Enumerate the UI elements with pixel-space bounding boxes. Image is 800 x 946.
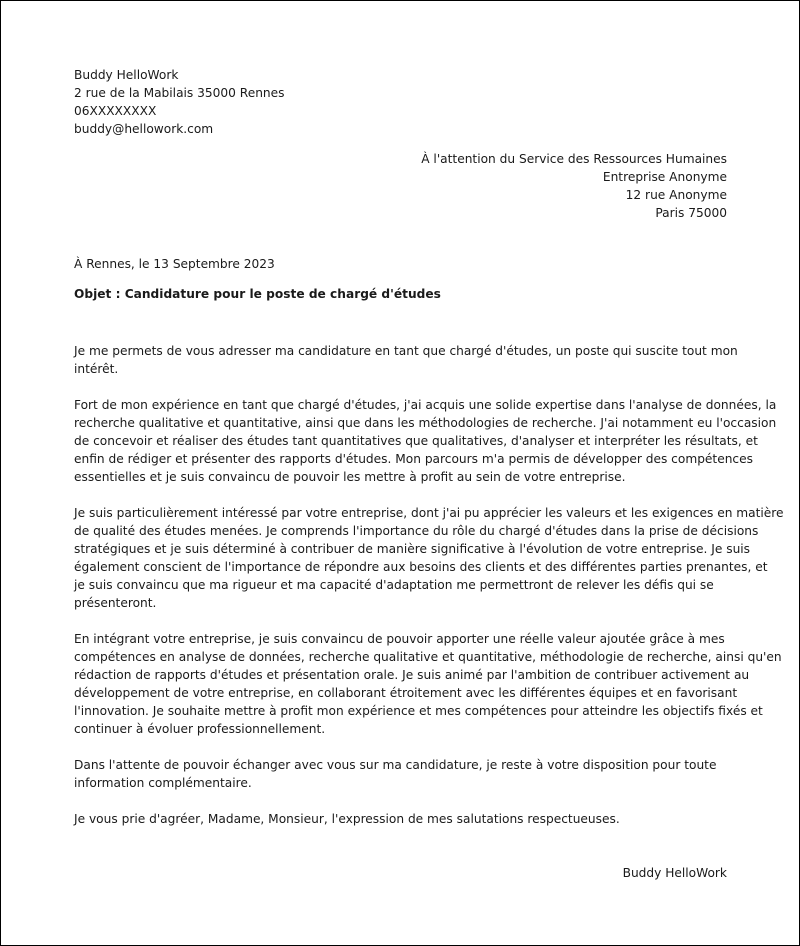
paragraph-line: Dans l'attente de pouvoir échanger avec vous sur ma candidature, je reste à votre disposition pour toute: [74, 758, 717, 772]
paragraph-line: présenteront.: [74, 596, 157, 610]
paragraph-line: également conscient de l'importance de répondre aux besoins des clients et des différentes parties prenantes, et: [74, 560, 768, 574]
paragraph-line: information complémentaire.: [74, 776, 252, 790]
paragraph-line: intérêt.: [74, 362, 119, 376]
sender-email: buddy@hellowork.com: [74, 122, 214, 136]
paragraph-line: stratégiques et je suis déterminé à contribuer de manière significative à l'évolution de votre entreprise. Je suis: [74, 542, 751, 556]
paragraph-line: de concevoir et réaliser des études tant quantitatives que qualitatives, d'analyser et interpréter les résultats, et: [74, 434, 758, 448]
date-line: À Rennes, le 13 Septembre 2023: [74, 257, 275, 271]
paragraph-line: l'innovation. Je souhaite mettre à profit mon expérience et mes compétences pour atteindre les objectifs fixés et: [74, 704, 763, 718]
sender-block: [74, 66, 734, 138]
paragraph-line: Fort de mon expérience en tant que chargé d'études, j'ai acquis une solide expertise dans l'analyse de données, la: [74, 398, 777, 412]
paragraph-line: Je suis particulièrement intéressé par votre entreprise, dont j'ai pu apprécier les valeurs et les exigences en matière: [74, 506, 784, 520]
recipient-attention: À l'attention du Service des Ressources Humaines: [421, 152, 727, 166]
paragraph-line: essentielles et je suis convaincu de pouvoir les mettre à profit au sein de votre entreprise.: [74, 470, 626, 484]
paragraph-line: enfin de rédiger et présenter des rapports d'études. Mon parcours m'a permis de développer des compétences: [74, 452, 753, 466]
paragraph-experience: [74, 396, 777, 486]
sender-name: Buddy HelloWork: [74, 68, 179, 82]
paragraph-line: Je vous prie d'agréer, Madame, Monsieur, l'expression de mes salutations respectueuses.: [74, 812, 620, 826]
paragraph-line: En intégrant votre entreprise, je suis convaincu de pouvoir apporter une réelle valeur ajoutée grâce à mes: [74, 632, 725, 646]
paragraph-line: développement de votre entreprise, en collaborant étroitement avec les différentes équipes et en favorisant: [74, 686, 738, 700]
paragraph-line: rédaction de rapports d'études et présentation orale. Je suis animé par l'ambition de contribuer activement au: [74, 668, 750, 682]
paragraph-line: continuer à évoluer professionnellement.: [74, 722, 326, 736]
recipient-city: Paris 75000: [655, 206, 727, 220]
paragraph-closing: [74, 810, 734, 828]
paragraph-line: de qualité des études menées. Je comprends l'importance du rôle du chargé d'études dans la prise de décisions: [74, 524, 759, 538]
sender-phone: 06XXXXXXXX: [74, 104, 157, 118]
paragraph-availability: [74, 756, 734, 792]
paragraph-line: compétences en analyse de données, recherche qualitative et quantitative, méthodologie de recherche, ainsi qu'en: [74, 650, 782, 664]
recipient-street: 12 rue Anonyme: [625, 188, 727, 202]
subject-line: Objet : Candidature pour le poste de chargé d'études: [74, 287, 441, 301]
paragraph-line: je suis convaincu que ma rigueur et ma capacité d'adaptation me permettront de relever les défis qui se: [74, 578, 714, 592]
sender-address: 2 rue de la Mabilais 35000 Rennes: [74, 86, 285, 100]
recipient-block: [421, 150, 727, 222]
paragraph-line: Je me permets de vous adresser ma candidature en tant que chargé d'études, un poste qui suscite tout mon: [74, 344, 738, 358]
recipient-company: Entreprise Anonyme: [602, 170, 727, 184]
paragraph-company-interest: [74, 504, 784, 612]
paragraph-line: recherche qualitative et quantitative, ainsi que dans les méthodologies de recherche. J'ai notamment eu l'occasion: [74, 416, 777, 430]
signature: Buddy HelloWork: [622, 866, 727, 880]
paragraph-value-added: [74, 630, 782, 738]
paragraph-intro: [74, 342, 738, 378]
